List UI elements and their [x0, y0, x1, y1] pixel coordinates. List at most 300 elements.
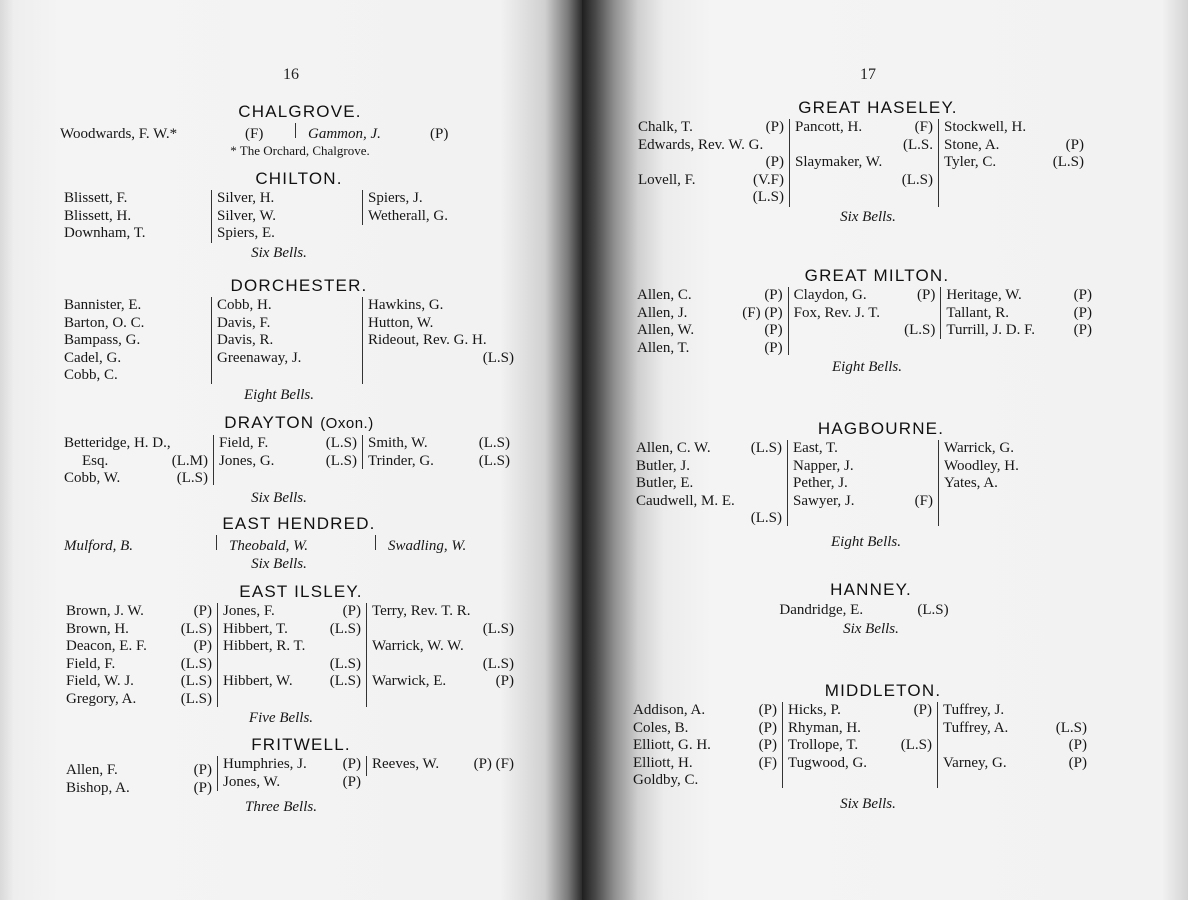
entry-row — [633, 772, 777, 790]
entry-row — [66, 673, 212, 691]
entry-tag: (P) — [193, 638, 212, 654]
section-heading: EAST ILSLEY. — [239, 582, 363, 601]
entry-row — [368, 453, 510, 471]
entry-name: Cadel, G. — [64, 349, 122, 366]
entry-tag: (L.S) — [1052, 154, 1084, 170]
entry-name: Elliott, G. H. — [633, 737, 711, 753]
entry-name: Cobb, W. — [64, 470, 121, 486]
entry-row — [946, 322, 1092, 340]
entry-row — [788, 755, 932, 773]
entry-row — [795, 172, 933, 190]
page-number-right: 17 — [860, 66, 876, 83]
entry-tag — [929, 305, 935, 323]
bells-note: Six Bells. — [840, 795, 896, 812]
entry-name — [638, 189, 747, 207]
entry-name — [795, 137, 897, 155]
entry-row — [794, 287, 936, 305]
entry-row — [944, 475, 1084, 493]
entry-row — [372, 621, 514, 639]
bells-note: Eight Bells. — [832, 359, 902, 375]
entry-name: Tuffrey, A. — [943, 719, 1009, 736]
entry-tag: (P) — [758, 702, 777, 718]
entry-row — [372, 603, 514, 621]
entry-name: Bishop, A. — [66, 779, 130, 796]
column-rule — [295, 123, 296, 138]
entry-name: Greenaway, J. — [217, 349, 302, 366]
column-1 — [638, 119, 789, 207]
entry-row — [223, 656, 361, 674]
entry-name: Pether, J. — [793, 475, 848, 491]
section-east-ilsley — [66, 582, 536, 728]
entry-name: Goldby, C. — [633, 772, 699, 788]
entry-tag — [926, 720, 932, 738]
entry-row — [793, 440, 933, 458]
entry-tag: (P) — [342, 756, 361, 772]
entry-row — [372, 756, 514, 774]
entry-row — [217, 350, 357, 368]
entry-row — [943, 737, 1087, 755]
left-page — [0, 0, 582, 900]
entry-tag: (P) — [495, 673, 514, 689]
entry-name: Downham, T. — [64, 225, 146, 241]
entry-row — [944, 458, 1084, 476]
entry-name: Spiers, E. — [217, 225, 275, 241]
entry-tag: (L.S) — [482, 620, 514, 637]
entry-name: Allen, C. — [637, 287, 692, 303]
entry-name: Reeves, W. — [372, 756, 440, 772]
entry-row — [64, 367, 206, 385]
entry-tag: (P) — [764, 322, 783, 338]
entry-row — [217, 208, 357, 226]
entry-row — [372, 638, 514, 656]
entry-row — [637, 305, 783, 323]
entry-name: Warrick, W. W. — [372, 638, 464, 654]
entry-tag: (L.S) — [904, 322, 936, 338]
entry-name: Jones, F. — [223, 603, 275, 619]
entry-tag: (L.S) — [478, 435, 510, 451]
column-3 — [937, 702, 1092, 788]
entry-tag: (L.S) — [752, 189, 784, 205]
entry-tag: (P) — [764, 287, 783, 303]
section-hanney — [636, 580, 1096, 639]
entry-tag: (L.S) — [482, 349, 514, 366]
column-1 — [64, 297, 211, 385]
entry-name: Caudwell, M. E. — [636, 492, 735, 509]
entry-row — [637, 287, 783, 305]
entry-row — [66, 603, 212, 621]
entry-name: Davis, F. — [217, 314, 271, 331]
entry-columns — [64, 190, 534, 243]
entry-tag: (L.S) — [329, 655, 361, 672]
entry-tag: (P) — [1068, 737, 1087, 753]
entry-row — [64, 535, 534, 555]
entry-tag: (L.S) — [1055, 719, 1087, 736]
entry-name — [372, 656, 477, 674]
entry-row — [217, 190, 357, 208]
entry-name: Addison, A. — [633, 702, 706, 718]
entry-name: Silver, W. — [217, 207, 276, 224]
section-dorchester — [64, 276, 534, 405]
entry-tag: (L.S) — [482, 655, 514, 672]
entry-name: Butler, E. — [636, 475, 694, 491]
entry-columns — [633, 702, 1103, 790]
bells-note: Eight Bells. — [244, 386, 314, 403]
entry-name: Sawyer, J. — [793, 492, 855, 509]
entry-name: Pancott, H. — [795, 119, 863, 135]
section-fritwell — [66, 735, 536, 817]
entry-row — [217, 297, 357, 315]
entry-tag: (L.S) — [329, 620, 361, 637]
section-heading: GREAT MILTON. — [804, 266, 950, 285]
entry-tag: (L.S) — [900, 737, 932, 753]
entry-row — [217, 225, 357, 243]
entry-row — [219, 453, 357, 471]
entry-row — [638, 172, 784, 190]
section-heading: MIDDLETON. — [824, 681, 942, 700]
entry-tag: (P) — [1073, 304, 1092, 321]
column-2 — [217, 756, 366, 791]
column-rule — [216, 535, 217, 550]
entry-name: Stone, A. — [944, 136, 1000, 153]
column-1 — [66, 756, 217, 797]
entry-row — [944, 119, 1084, 137]
entry-tag — [355, 638, 361, 656]
entry-tag — [1081, 702, 1087, 720]
entry-tag: (L.S. — [903, 136, 933, 153]
entry-name: Fox, Rev. J. T. — [793, 304, 881, 321]
entry-row — [368, 297, 514, 315]
section-hagbourne — [636, 419, 1096, 552]
entry-tag — [1078, 119, 1084, 137]
entry-name: Edwards, Rev. W. G. — [638, 136, 764, 153]
entry-row — [638, 154, 784, 172]
column-2 — [211, 190, 362, 243]
section-heading: DORCHESTER. — [230, 276, 368, 295]
column-2 — [788, 287, 941, 355]
entry-row — [944, 137, 1084, 155]
entry-tag: (P) — [1065, 136, 1084, 153]
entry-row — [793, 458, 933, 476]
entry-row — [795, 154, 933, 172]
entry-row — [66, 780, 212, 798]
entry-name: Bampass, G. — [64, 332, 141, 348]
right-page — [582, 0, 1188, 900]
entry-row — [60, 123, 540, 143]
entry-tag: (P) — [1073, 287, 1092, 303]
entry-name: Terry, Rev. T. R. — [372, 603, 471, 619]
entry-name: Warrick, G. — [944, 440, 1015, 456]
entry-tag — [927, 458, 933, 476]
entry-row — [788, 737, 932, 755]
section-heading: HANNEY. — [830, 580, 912, 599]
entry-name: Tallant, R. — [946, 304, 1010, 321]
entry-name: Trollope, T. — [788, 737, 859, 753]
entry-row — [788, 720, 932, 738]
entry-tag: (F) (P) — [742, 304, 783, 321]
column-3 — [362, 297, 519, 384]
entry-tag: (L.S) — [325, 452, 357, 469]
entry-tag — [776, 493, 782, 511]
entry-row — [793, 475, 933, 493]
entry-name: Slaymaker, W. — [795, 154, 883, 170]
entry-name: Elliott, H. — [633, 754, 693, 771]
bells-note: Six Bells. — [251, 489, 307, 506]
entry-tag — [202, 435, 208, 453]
section-chilton — [64, 169, 534, 263]
bells-note: Three Bells. — [245, 799, 317, 815]
entry-row — [637, 322, 783, 340]
page-number-left: 16 — [283, 66, 299, 83]
entry-tag: (P) — [765, 154, 784, 170]
entry-name: Chalk, T. — [638, 119, 693, 135]
entry-row — [636, 510, 782, 528]
entry-name: Gammon, J. — [308, 126, 381, 142]
entry-name: Trinder, G. — [368, 452, 434, 469]
entry-row — [66, 691, 212, 709]
entry-columns — [636, 440, 1096, 528]
entry-row — [66, 638, 212, 656]
entry-tag — [776, 458, 782, 476]
entry-columns — [638, 119, 1098, 207]
entry-row — [223, 756, 361, 774]
column-2 — [787, 440, 938, 526]
entry-row — [219, 435, 357, 453]
entry-columns — [64, 297, 534, 385]
entry-columns — [637, 287, 1097, 357]
section-east-hendred — [64, 514, 534, 573]
column-1 — [66, 603, 217, 708]
entry-row — [368, 208, 508, 226]
entry-name: Warwick, E. — [372, 673, 447, 689]
entry-row — [217, 332, 357, 350]
column-2 — [213, 435, 362, 485]
column-2 — [789, 119, 938, 207]
entry-row — [632, 601, 1096, 619]
entry-name: Dandridge, E. — [779, 602, 864, 618]
section-heading — [64, 413, 534, 434]
column-1 — [636, 440, 787, 528]
heading-text: DRAYTON — [224, 413, 315, 432]
entry-row — [66, 762, 212, 780]
entry-tag: (L.S) — [901, 171, 933, 188]
entry-row — [372, 656, 514, 674]
entry-tag: (L.S) — [180, 655, 212, 672]
entry-tag — [927, 154, 933, 172]
entry-row — [64, 208, 206, 226]
entry-row — [637, 340, 783, 358]
entry-row — [64, 315, 206, 333]
entry-row — [64, 225, 206, 243]
entry-row — [64, 190, 206, 208]
entry-name: Betteridge, H. D., — [64, 435, 171, 451]
entry-columns — [66, 603, 536, 708]
entry-name: Esq. — [82, 452, 109, 469]
entry-name: Coles, B. — [633, 719, 689, 736]
entry-name: Field, F. — [66, 655, 116, 672]
entry-name: Deacon, E. F. — [66, 638, 147, 654]
entry-name: Lovell, F. — [638, 171, 696, 188]
column-3 — [362, 190, 513, 225]
entry-tag: (L.S) — [329, 673, 361, 689]
entry-name: Rhyman, H. — [788, 719, 861, 736]
section-heading: GREAT HASELEY. — [798, 98, 958, 117]
section-drayton — [64, 413, 534, 508]
entry-tag — [927, 475, 933, 493]
entry-tag: (L.S) — [325, 435, 357, 451]
entry-tag — [771, 772, 777, 790]
entry-row — [636, 458, 782, 476]
entry-row — [788, 702, 932, 720]
column-3 — [938, 440, 1089, 526]
entry-name: Davis, R. — [217, 332, 274, 348]
entry-row — [636, 440, 782, 458]
entry-tag: (L.S) — [750, 510, 782, 526]
entry-name: Humphries, J. — [223, 756, 307, 772]
entry-tag: (P) — [193, 762, 212, 778]
entry-tag: (V.F) — [753, 171, 784, 188]
entry-row — [638, 119, 784, 137]
entry-row — [64, 332, 206, 350]
entry-name: Spiers, J. — [368, 190, 423, 206]
section-great-haseley — [638, 98, 1098, 227]
entry-row — [794, 322, 936, 340]
entry-name: Rideout, Rev. G. H. — [368, 332, 487, 348]
entry-name: Barton, O. C. — [64, 314, 145, 331]
column-3 — [938, 119, 1089, 207]
entry-tag: (P) — [342, 773, 361, 790]
section-chalgrove — [60, 102, 540, 159]
column-1 — [64, 435, 213, 488]
entry-name: Hibbert, R. T. — [223, 638, 306, 654]
entry-tag: (L.S) — [750, 440, 782, 456]
entry-row — [943, 702, 1087, 720]
entry-tag: (L.S) — [176, 470, 208, 486]
section-great-milton — [637, 266, 1097, 377]
entry-name: Tugwood, G. — [788, 754, 868, 771]
entry-name: Heritage, W. — [946, 287, 1022, 303]
entry-row — [944, 440, 1084, 458]
entry-row — [793, 493, 933, 511]
entry-tag — [508, 638, 514, 656]
entry-name: Allen, T. — [637, 339, 690, 356]
entry-tag: (F) — [758, 754, 777, 771]
entry-row — [943, 720, 1087, 738]
entry-name: Wetherall, G. — [368, 207, 449, 224]
column-3 — [366, 756, 519, 776]
entry-name: Allen, C. W. — [636, 440, 711, 456]
entry-name: Cobb, H. — [217, 297, 272, 313]
entry-name: Woodwards, F. W.* — [60, 126, 178, 142]
entry-row — [636, 475, 782, 493]
entry-row — [223, 673, 361, 691]
bells-note: Eight Bells. — [831, 533, 901, 550]
entry-row — [795, 137, 933, 155]
entry-tag: (P) — [193, 779, 212, 796]
entry-row — [217, 315, 357, 333]
entry-name: Hawkins, G. — [368, 297, 444, 313]
bells-note: Five Bells. — [248, 710, 314, 726]
entry-name: Gregory, A. — [66, 690, 137, 707]
entry-row — [638, 189, 784, 207]
entry-row — [64, 470, 208, 488]
entry-tag — [508, 603, 514, 621]
entry-tag: (L.S) — [180, 620, 212, 637]
entry-row — [223, 621, 361, 639]
entry-name: Brown, H. — [66, 620, 129, 637]
entry-name: Yates, A. — [944, 475, 998, 491]
entry-row — [943, 755, 1087, 773]
bells-note: Six Bells. — [251, 244, 307, 261]
entry-tag: (F) — [914, 119, 933, 135]
entry-row — [946, 305, 1092, 323]
entry-tag: (P) (F) — [473, 756, 514, 772]
bells-note: Six Bells. — [843, 621, 899, 637]
entry-name: Hicks, P. — [788, 702, 841, 718]
column-1 — [64, 190, 211, 243]
entry-name: Brown, J. W. — [66, 603, 144, 619]
entry-tag — [778, 137, 784, 155]
bells-note: Six Bells. — [251, 556, 307, 572]
column-2 — [217, 603, 366, 707]
column-2 — [782, 702, 937, 788]
entry-tag: (P) — [758, 719, 777, 736]
section-heading: FRITWELL. — [251, 735, 351, 754]
column-3 — [940, 287, 1097, 339]
entry-name: Woodley, H. — [944, 457, 1019, 474]
entry-row — [795, 119, 933, 137]
column-1 — [637, 287, 788, 357]
entry-name: Field, F. — [219, 435, 269, 451]
entry-row — [633, 737, 777, 755]
entry-tag: (L.S) — [180, 673, 212, 689]
entry-name: Smith, W. — [368, 435, 428, 451]
heading-suffix: (Oxon.) — [320, 415, 374, 432]
entry-row — [368, 435, 510, 453]
footnote: * The Orchard, Chalgrove. — [230, 143, 370, 158]
column-rule — [375, 535, 376, 550]
entry-row — [372, 673, 514, 691]
entry-row — [223, 603, 361, 621]
entry-tag: (L.S) — [917, 602, 949, 618]
entry-tag: (P) — [1073, 322, 1092, 338]
entry-name: Mulford, B. — [64, 538, 134, 554]
entry-name: Jones, W. — [223, 773, 281, 790]
bells-note: Six Bells. — [840, 209, 896, 225]
entry-row — [64, 435, 208, 453]
entry-name: Napper, J. — [793, 457, 854, 474]
entry-name — [223, 656, 324, 674]
entry-name: Hutton, W. — [368, 314, 434, 331]
entry-name — [638, 154, 760, 172]
entry-tag: (F) — [914, 492, 933, 509]
entry-name — [372, 621, 477, 639]
column-3 — [362, 435, 515, 469]
entry-name — [943, 737, 1063, 755]
entry-tag — [1078, 440, 1084, 458]
entry-name: Silver, H. — [217, 190, 275, 206]
entry-tag — [926, 755, 932, 773]
entry-row — [64, 350, 206, 368]
section-heading: CHALGROVE. — [238, 102, 362, 121]
entry-name: East, T. — [793, 440, 838, 456]
entry-name: Cobb, C. — [64, 367, 118, 383]
section-middleton — [633, 681, 1103, 814]
entry-name: Allen, W. — [637, 322, 695, 338]
entry-row — [368, 350, 514, 368]
entry-name: Field, W. J. — [66, 673, 134, 689]
entry-tag: (L.S) — [478, 452, 510, 469]
entry-tag: (P) — [430, 126, 449, 142]
